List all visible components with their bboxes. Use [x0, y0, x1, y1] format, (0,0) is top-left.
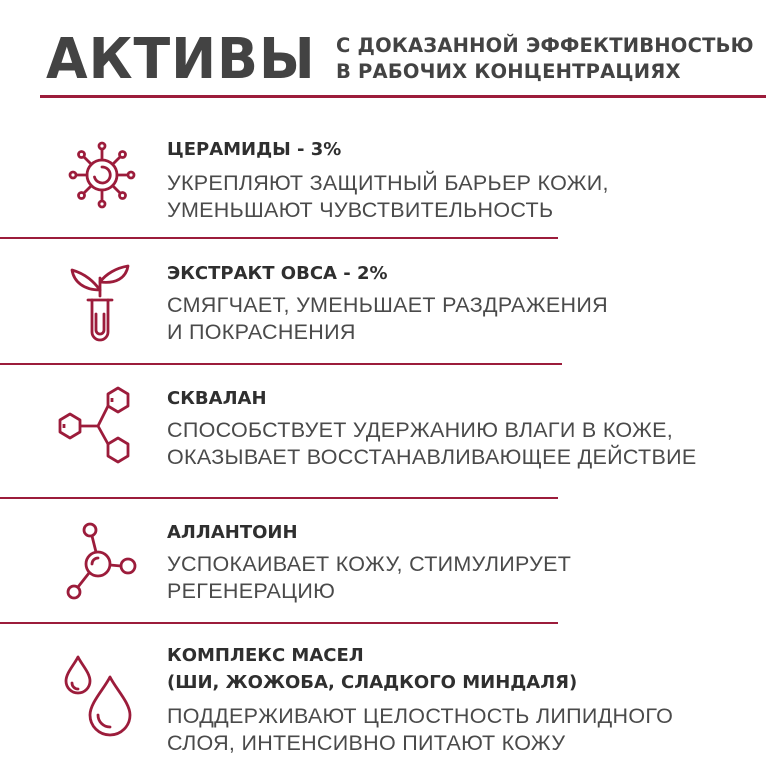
oil-drops-icon	[64, 655, 136, 737]
header	[46, 27, 766, 92]
item-description-line-2: УМЕНЬШАЮТ ЧУВСТВИТЕЛЬНОСТЬ	[167, 198, 554, 222]
item-divider	[0, 497, 558, 499]
item-description-line-2: РЕГЕНЕРАЦИЮ	[167, 579, 336, 603]
item-description-line-1: ПОДДЕРЖИВАЮТ ЦЕЛОСТНОСТЬ ЛИПИДНОГО	[167, 704, 674, 728]
item-name: ЭКСТРАКТ ОВСА - 2%	[167, 263, 388, 284]
item-description-line-1: СПОСОБСТВУЕТ УДЕРЖАНИЮ ВЛАГИ В КОЖЕ,	[167, 418, 674, 442]
ceramide-molecule-icon	[64, 137, 140, 213]
item-name: КОМПЛЕКС МАСЕЛ	[167, 645, 364, 666]
item-description-line-2: И ПОКРАСНЕНИЯ	[167, 320, 356, 344]
item-name: ЦЕРАМИДЫ - 3%	[167, 139, 342, 160]
item-description-line-2: СЛОЯ, ИНТЕНСИВНО ПИТАЮТ КОЖУ	[167, 731, 566, 755]
subtitle-line-2: В РАБОЧИХ КОНЦЕНТРАЦИЯХ	[336, 60, 681, 83]
molecule-icon	[62, 520, 140, 602]
hexagon-structure-icon	[56, 386, 140, 468]
item-description-line-1: УКРЕПЛЯЮТ ЗАЩИТНЫЙ БАРЬЕР КОЖИ,	[167, 171, 609, 195]
subtitle-line-1: С ДОКАЗАННОЙ ЭФФЕКТИВНОСТЬЮ	[336, 34, 754, 57]
page-subtitle	[336, 33, 754, 85]
item-name: СКВАЛАН	[167, 388, 267, 409]
item-divider	[0, 363, 562, 365]
item-divider	[0, 622, 558, 624]
page-title: АКТИВЫ	[46, 27, 316, 92]
header-divider	[40, 95, 766, 98]
item-name: АЛЛАНТОИН	[167, 522, 298, 543]
item-name-line-2: (ШИ, ЖОЖОБА, СЛАДКОГО МИНДАЛЯ)	[167, 672, 578, 693]
plant-test-tube-icon	[64, 260, 136, 344]
item-divider	[0, 237, 558, 239]
item-description-line-2: ОКАЗЫВАЕТ ВОССТАНАВЛИВАЮЩЕЕ ДЕЙСТВИЕ	[167, 445, 697, 469]
item-description-line-1: СМЯГЧАЕТ, УМЕНЬШАЕТ РАЗДРАЖЕНИЯ	[167, 293, 608, 317]
item-description-line-1: УСПОКАИВАЕТ КОЖУ, СТИМУЛИРУЕТ	[167, 552, 572, 576]
